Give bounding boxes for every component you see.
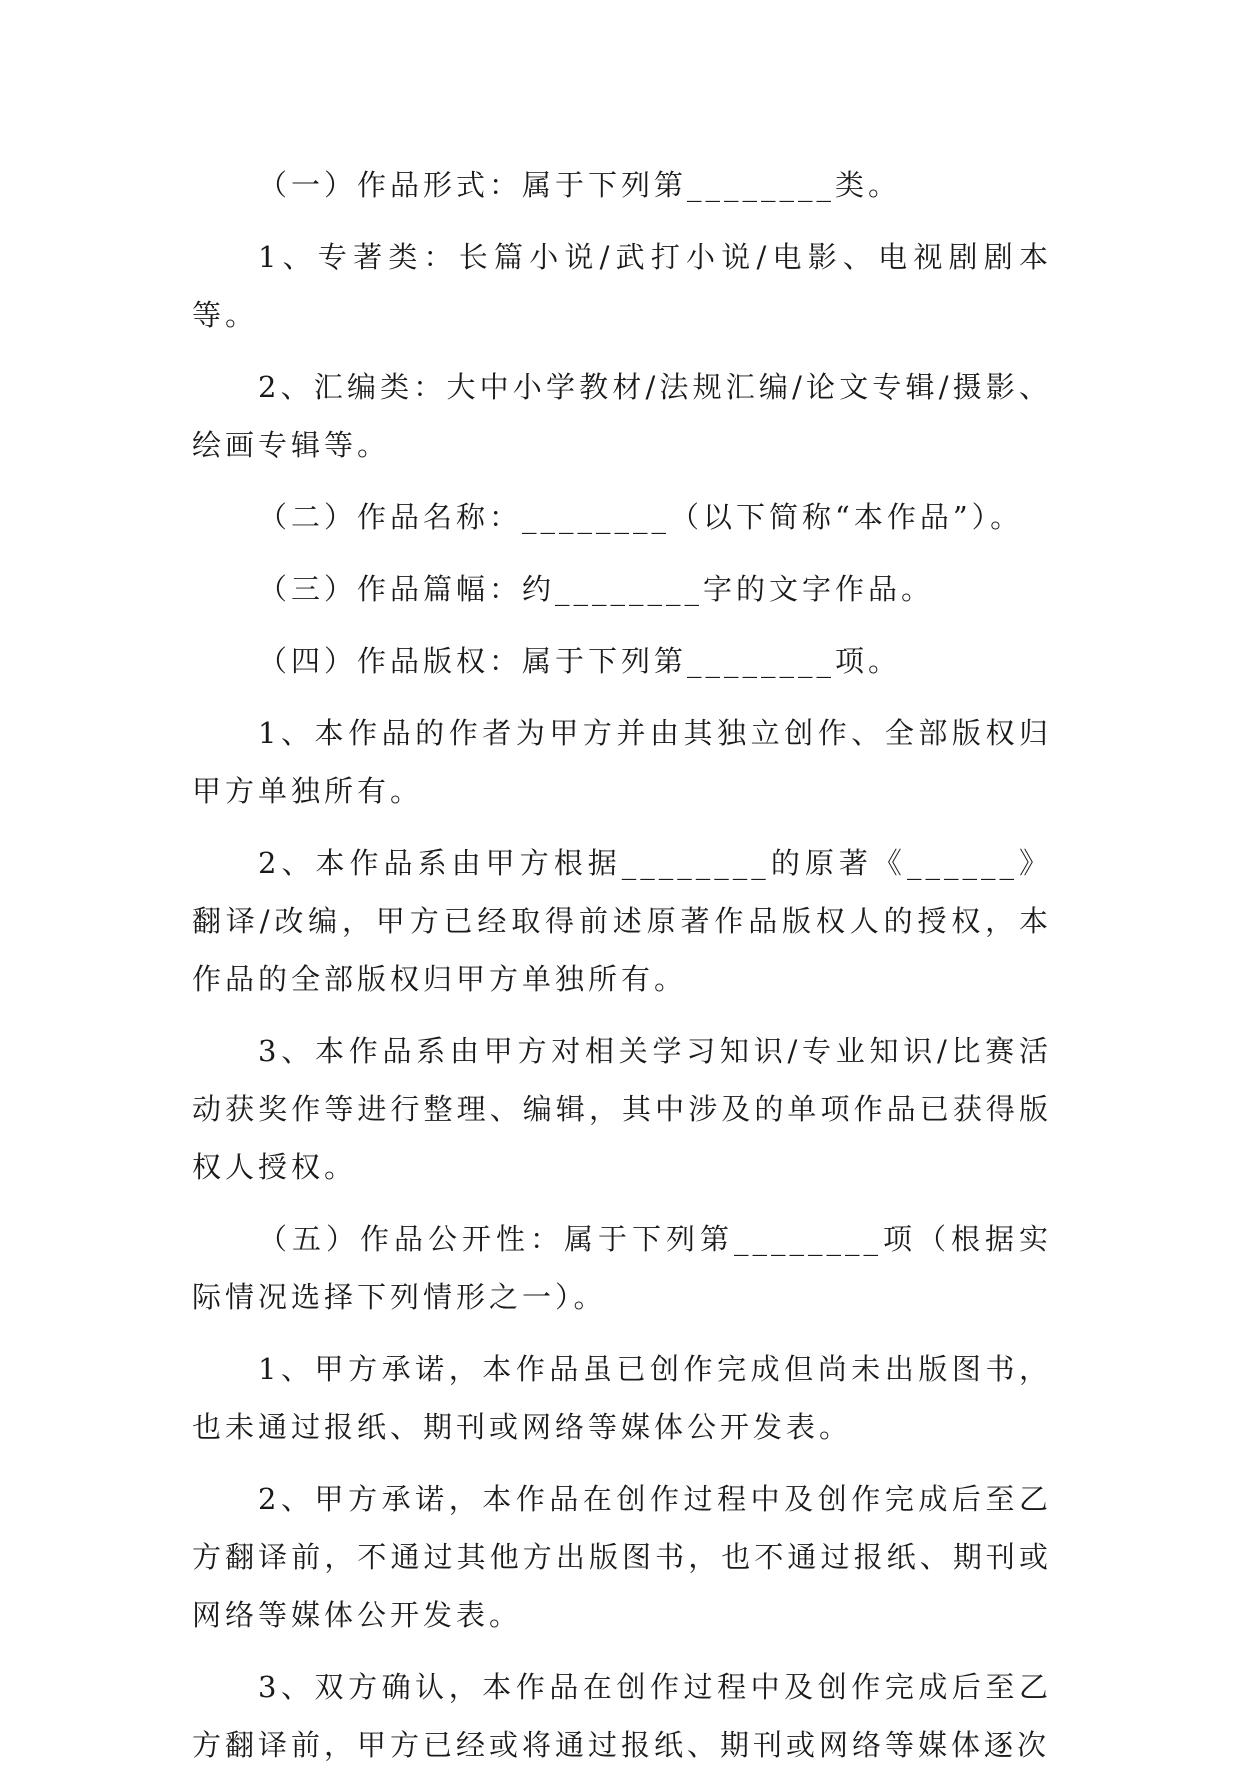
clause-work-form-option-1: 1、专著类：长篇小说/武打小说/电影、电视剧剧本等。 xyxy=(192,240,1052,332)
clause-work-form-option-2: 2、汇编类：大中小学教材/法规汇编/论文专辑/摄影、绘画专辑等。 xyxy=(192,370,1052,462)
clause-work-form: （一）作品形式：属于下列第________类。 xyxy=(258,168,902,202)
clause-work-length: （三）作品篇幅：约________字的文字作品。 xyxy=(258,572,935,606)
clause-copyright-option-3: 3、本作品系由甲方对相关学习知识/专业知识/比赛活动获奖作等进行整理、编辑，其中涉及的单项作品已获得版权人授权。 xyxy=(192,1034,1052,1184)
clause-work-title: （二）作品名称：________（以下简称“本作品”）。 xyxy=(258,500,1024,534)
clause-work-copyright: （四）作品版权：属于下列第________项。 xyxy=(258,644,902,678)
clause-work-publicity: （五）作品公开性：属于下列第________项（根据实际情况选择下列情形之一）。 xyxy=(192,1222,1052,1314)
clause-copyright-option-1: 1、本作品的作者为甲方并由其独立创作、全部版权归甲方单独所有。 xyxy=(192,716,1052,808)
clause-publicity-option-1: 1、甲方承诺，本作品虽已创作完成但尚未出版图书，也未通过报纸、期刊或网络等媒体公开发表。 xyxy=(192,1352,1052,1444)
clause-copyright-option-2: 2、本作品系由甲方根据________的原著《______》翻译/改编，甲方已经取得前述原著作品版权人的授权，本作品的全部版权归甲方单独所有。 xyxy=(192,846,1052,996)
clause-publicity-option-3: 3、双方确认，本作品在创作过程中及创作完成后至乙方翻译前，甲方已经或将通过报纸、期刊或网络等媒体逐次 xyxy=(192,1670,1052,1762)
contract-body xyxy=(192,156,1052,1788)
clause-publicity-option-2: 2、甲方承诺，本作品在创作过程中及创作完成后至乙方翻译前，不通过其他方出版图书，也不通过报纸、期刊或网络等媒体公开发表。 xyxy=(192,1482,1052,1632)
